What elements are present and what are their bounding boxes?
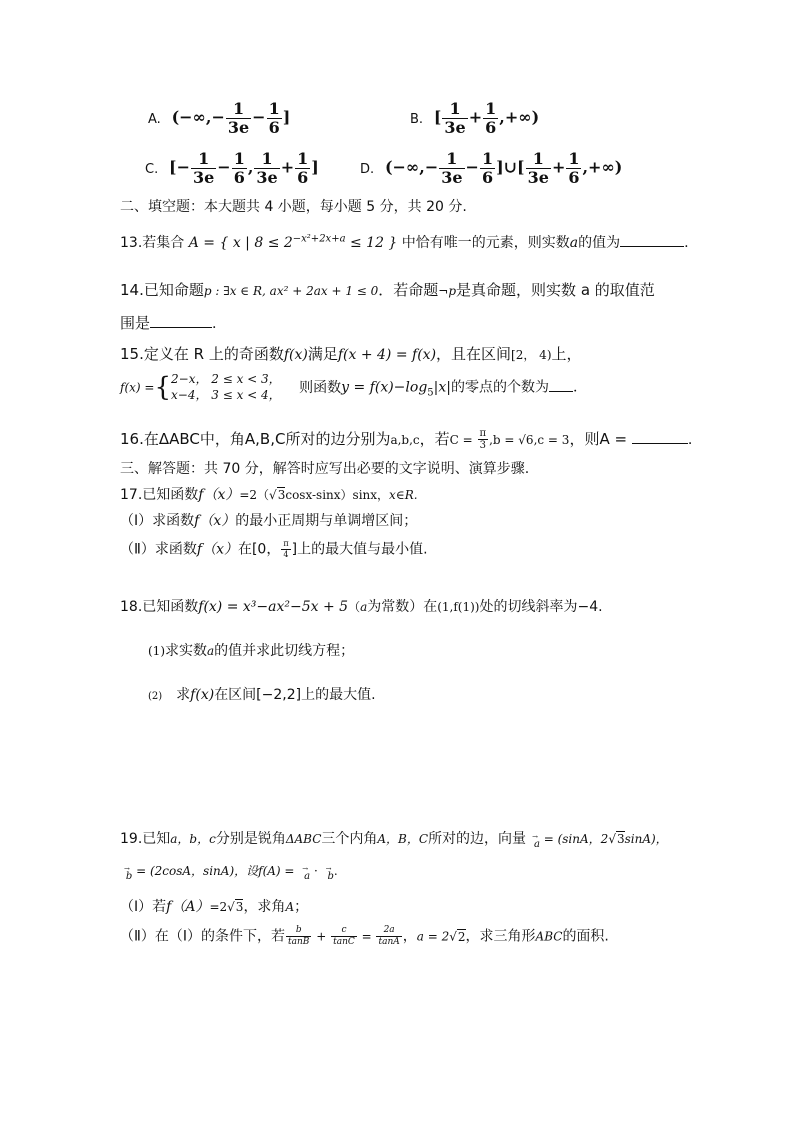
option-a-label: A. bbox=[148, 111, 161, 127]
answer-blank-14[interactable] bbox=[150, 313, 212, 328]
question-19-part2: （Ⅱ）在（Ⅰ）的条件下，若 $\frac{b}{\tan B}$ + $\frac{c}{\tan C}$ = $\frac{2a}{\tan A}$ ，a = 2√2，求三角形ABC的面积. bbox=[120, 925, 609, 947]
question-15-line2: f(x) ={ 2−x， 2 ≤ x < 3， x−4， 3 ≤ x < 4， 则函数$y = f(x)-\log_5|x|$的零点的个数为 . bbox=[120, 372, 578, 403]
section-solve-heading: 三、解答题：共 70 分，解答时应写出必要的文字说明、演算步骤. bbox=[120, 461, 530, 477]
answer-blank-16[interactable] bbox=[632, 429, 688, 444]
question-16: 16.在ΔABC中，角A,B,C所对的边分别为a,b,c，若C = $\frac{\pi}{3}$ ,b = √6,c = 3，则A = . bbox=[120, 428, 693, 451]
question-14-line2: 围是 . bbox=[120, 314, 217, 332]
answer-blank-15[interactable] bbox=[549, 377, 573, 392]
question-15: 15.定义在 R 上的奇函数f(x)满足f(x + 4) = f(x)，且在区间[2， 4)上， bbox=[120, 345, 582, 363]
question-17: 17.已知函数f（x）=2（√3cosx-sinx）sinx，x∈R. bbox=[120, 487, 418, 503]
option-d-label: D. bbox=[360, 161, 375, 177]
option-b[interactable]: B. [ $\frac{1}{3e}$ + $\frac{1}{6}$ ,+∞) bbox=[410, 99, 540, 137]
question-14: 14.已知命题p : ∃x ∈ R, ax² + 2ax + 1 ≤ 0．若命题¬p是真命题，则实数 a 的取值范 bbox=[120, 281, 655, 299]
option-c[interactable]: C. [− $\frac{1}{3e}$ − $\frac{1}{6}$ , $\frac{1}{3e}$ + $\frac{1}{6}$ ] bbox=[145, 149, 319, 187]
section-fill-in-heading: 二、填空题：本大题共 4 小题，每小题 5 分，共 20 分. bbox=[120, 199, 467, 215]
question-17-part1: （Ⅰ）求函数f（x）的最小正周期与单调增区间； bbox=[120, 513, 418, 529]
question-18: 18.已知函数f(x) = x³−ax²−5x + 5（a为常数）在(1,f(1))处的切线斜率为−4. bbox=[120, 599, 603, 615]
question-19-part1: （Ⅰ）若f（A）=2√3，求角A； bbox=[120, 899, 309, 915]
question-19-line2: →b = (2cosA，sinA)，设f(A) = →a · →b. bbox=[124, 864, 338, 882]
option-d[interactable]: D. (−∞,− $\frac{1}{3e}$ − $\frac{1}{6}$ ]∪[ $\frac{1}{3e}$ + $\frac{1}{6}$ ,+∞) bbox=[360, 149, 623, 187]
answer-blank-13[interactable] bbox=[620, 232, 684, 247]
option-a[interactable]: A. (−∞,− $\frac{1}{3e}$ − $\frac{1}{6}$ ] bbox=[148, 99, 291, 137]
option-c-label: C. bbox=[145, 161, 159, 177]
question-19: 19.已知a，b，c分别是锐角ΔABC三个内角A，B，C所对的边，向量 →a = (sinA，2√3sinA)， bbox=[120, 831, 668, 850]
question-18-part1: (1)求实数a的值并求此切线方程； bbox=[148, 643, 355, 659]
question-13: 13.若集合 A = { x | $8 \le 2^{-x^2+2x+a} \le 12$ } 中恰有唯一的元素，则实数a的值为 . bbox=[120, 233, 689, 251]
option-b-label: B. bbox=[410, 111, 424, 127]
question-17-part2: （Ⅱ）求函数f（x）在[0， $\frac{\pi}{4}$ ]上的最大值与最小值. bbox=[120, 539, 428, 559]
question-18-part2: (2) 求f(x)在区间[−2,2]上的最大值. bbox=[148, 687, 376, 703]
